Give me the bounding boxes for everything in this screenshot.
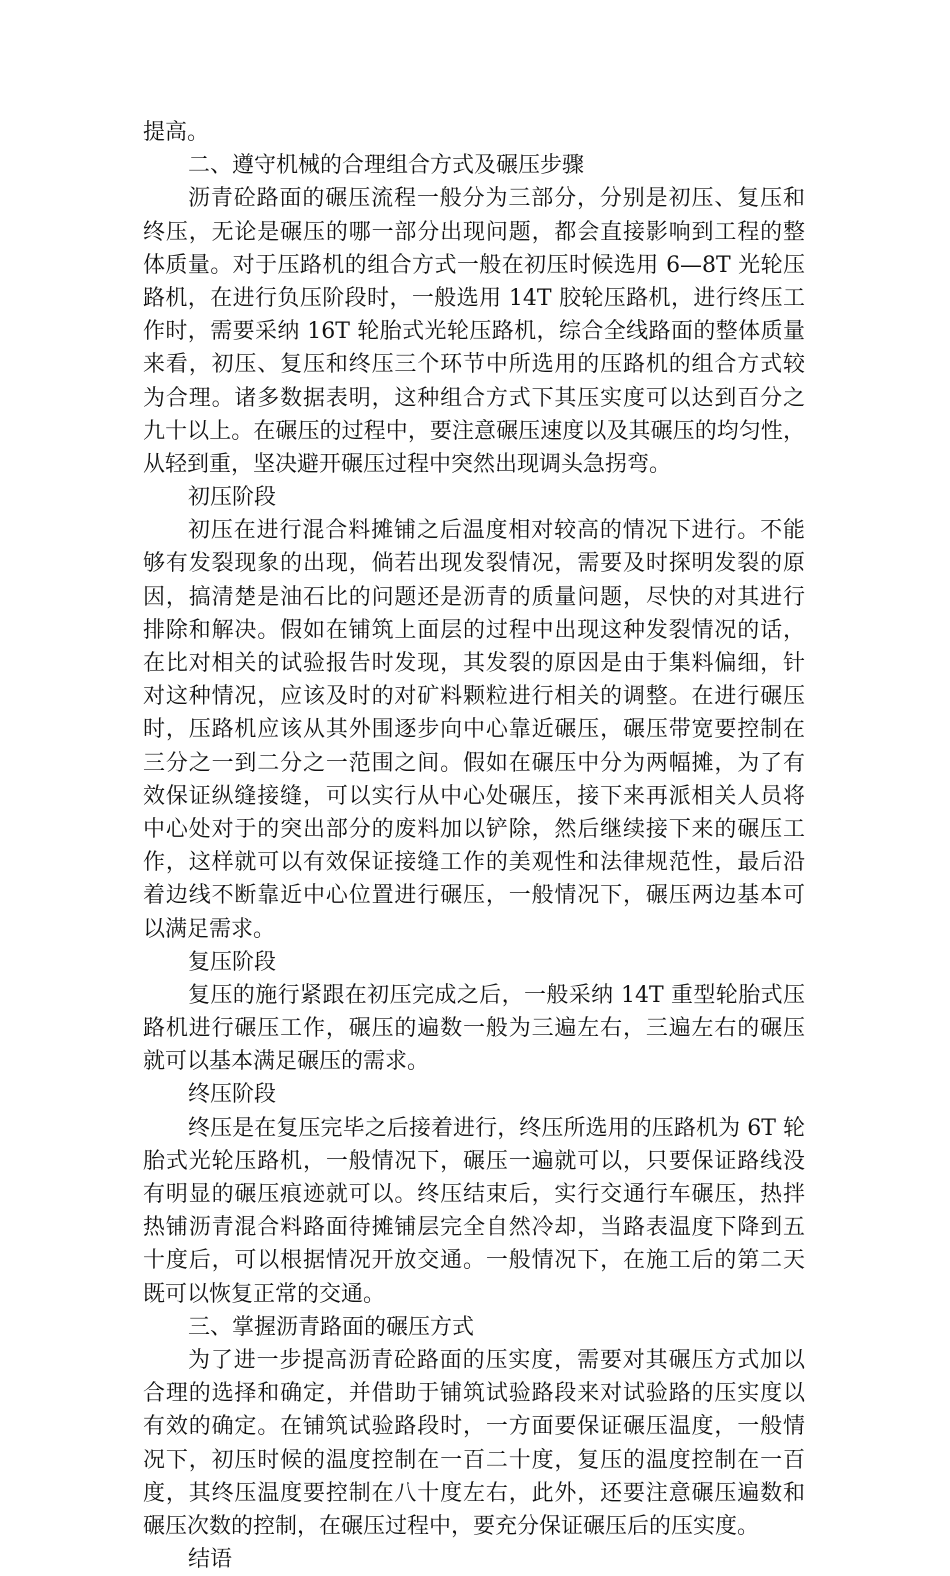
text-line: 碾压次数的控制，在碾压过程中，要充分保证碾压后的压实度。 (143, 1513, 760, 1539)
text-line: 着边线不断靠近中心位置进行碾压，一般情况下，碾压两边基本可 (143, 883, 805, 909)
text-line: 为合理。诸多数据表明，这种组合方式下其压实度可以达到百分之 (143, 385, 805, 411)
text-line: 终压，无论是碾压的哪一部分出现问题，都会直接影响到工程的整 (143, 219, 805, 245)
text-line: 作，这样就可以有效保证接缝工作的美观性和法律规范性，最后沿 (143, 850, 805, 876)
text-line: 初压在进行混合料摊铺之后温度相对较高的情况下进行。不能 (188, 518, 805, 544)
text-line: 终压阶段 (188, 1082, 277, 1108)
text-line: 作时，需要采纳 16T 轮胎式光轮压路机，综合全线路面的整体质量 (143, 319, 805, 345)
text-line: 三分之一到二分之一范围之间。假如在碾压中分为两幅摊，为了有 (143, 750, 805, 776)
text-line: 胎式光轮压路机，一般情况下，碾压一遍就可以，只要保证路线没 (143, 1148, 805, 1174)
text-line: 合理的选择和确定，并借助于铺筑试验路段来对试验路的压实度以 (143, 1381, 805, 1407)
text-line: 复压的施行紧跟在初压完成之后，一般采纳 14T 重型轮胎式压 (188, 982, 805, 1008)
text-line: 因，搞清楚是油石比的问题还是沥青的质量问题，尽快的对其进行 (143, 584, 805, 610)
text-line: 三、掌握沥青路面的碾压方式 (188, 1314, 475, 1340)
text-line: 提高。 (143, 120, 210, 145)
text-line: 中心处对于的突出部分的废料加以铲除，然后继续接下来的碾压工 (143, 816, 805, 842)
text-line: 终压是在复压完毕之后接着进行，终压所选用的压路机为 6T 轮 (188, 1115, 805, 1141)
text-line: 结语 (188, 1547, 233, 1573)
text-line: 对这种情况，应该及时的对矿料颗粒进行相关的调整。在进行碾压 (143, 684, 805, 710)
text-line: 十度后，可以根据情况开放交通。一般情况下，在施工后的第二天 (143, 1248, 805, 1274)
text-line: 既可以恢复正常的交通。 (143, 1281, 386, 1307)
text-line: 在比对相关的试验报告时发现，其发裂的原因是由于集料偏细，针 (143, 651, 805, 676)
text-line: 体质量。对于压路机的组合方式一般在初压时候选用 6—8T 光轮压 (143, 252, 805, 278)
text-line: 路机，在进行负压阶段时，一般选用 14T 胶轮压路机，进行终压工 (143, 285, 805, 311)
text-line: 从轻到重，坚决避开碾压过程中突然出现调头急拐弯。 (143, 451, 672, 477)
text-line: 排除和解决。假如在铺筑上面层的过程中出现这种发裂情况的话， (143, 617, 805, 643)
text-line: 热铺沥青混合料路面待摊铺层完全自然冷却，当路表温度下降到五 (143, 1215, 805, 1241)
text-line: 沥青砼路面的碾压流程一般分为三部分，分别是初压、复压和 (188, 186, 805, 212)
text-line: 路机进行碾压工作，碾压的遍数一般为三遍左右，三遍左右的碾压 (143, 1016, 805, 1042)
text-line: 够有发裂现象的出现，倘若出现发裂情况，需要及时探明发裂的原 (143, 551, 805, 577)
text-line: 度，其终压温度要控制在八十度左右，此外，还要注意碾压遍数和 (143, 1480, 805, 1506)
text-line: 复压阶段 (188, 949, 277, 975)
text-line: 为了进一步提高沥青砼路面的压实度，需要对其碾压方式加以 (188, 1347, 805, 1373)
text-line: 就可以基本满足碾压的需求。 (143, 1049, 430, 1075)
text-line: 有明显的碾压痕迹就可以。终压结束后，实行交通行车碾压，热拌 (143, 1182, 805, 1207)
text-line: 以满足需求。 (143, 916, 276, 942)
text-line: 况下，初压时候的温度控制在一百二十度，复压的温度控制在一百 (143, 1447, 805, 1473)
text-line: 效保证纵缝接缝，可以实行从中心处碾压，接下来再派相关人员将 (143, 783, 805, 809)
text-line: 有效的确定。在铺筑试验路段时，一方面要保证碾压温度，一般情 (143, 1414, 805, 1440)
document-body (143, 116, 805, 1576)
text-line: 二、遵守机械的合理组合方式及碾压步骤 (188, 153, 585, 179)
text-line: 九十以上。在碾压的过程中，要注意碾压速度以及其碾压的均匀性， (143, 418, 805, 444)
text-line: 来看，初压、复压和终压三个环节中所选用的压路机的组合方式较 (143, 352, 805, 378)
text-line: 初压阶段 (188, 485, 277, 511)
text-line: 时，压路机应该从其外围逐步向中心靠近碾压，碾压带宽要控制在 (143, 717, 805, 743)
